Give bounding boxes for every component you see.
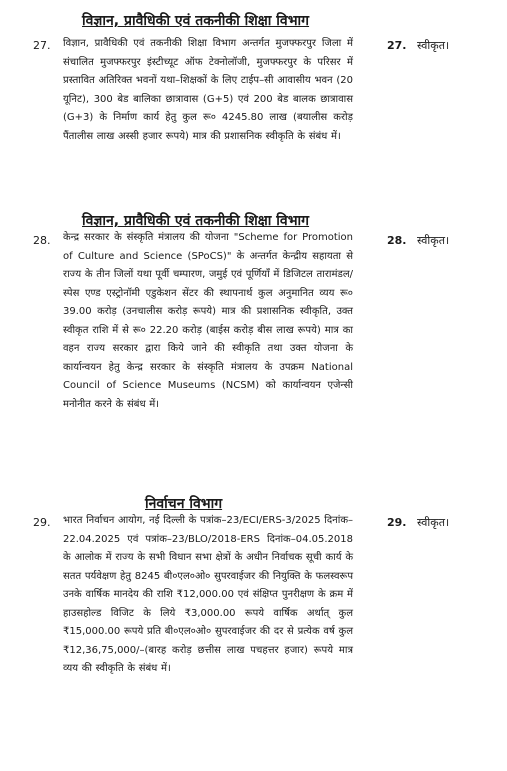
status-text: स्वीकृत। bbox=[417, 516, 450, 529]
item-number: 29. bbox=[33, 516, 51, 529]
status-text: स्वीकृत। bbox=[417, 234, 450, 247]
department-heading: विज्ञान, प्रावैधिकी एवं तकनीकी शिक्षा विभाग bbox=[82, 213, 310, 229]
item-number: 28. bbox=[33, 234, 51, 247]
status-number: 29. bbox=[387, 516, 407, 529]
status-text: स्वीकृत। bbox=[417, 39, 450, 52]
status-number: 28. bbox=[387, 234, 407, 247]
department-heading: विज्ञान, प्रावैधिकी एवं तकनीकी शिक्षा विभाग bbox=[82, 13, 310, 29]
item-description: केन्द्र सरकार के संस्कृति मंत्रालय की योजना "Scheme for Promotion of Culture and Science (SPoCS)" के अन्तर्गत केन्द्रीय सहायता से राज्य के तीन जिलों यथा पूर्वी चम्पारण, जमुई एवं पूर्णियाँ में डिजिटल तारामंडल/स्पेस एण्ड एस्ट्रोनॉमी एडुकेशन सेंटर की स्थापनार्थ कुल अनुमानित व्यय रू० 39.00 करोड़ (उनचालीस करोड़ रूपये) मात्र की प्रशासनिक स्वीकृति, उक्त स्वीकृत राशि में से रू० 22.20 करोड़ (बाईस करोड़ बीस लाख रूपये) मात्र का वहन राज्य सरकार द्वारा किये जाने की स्वीकृति तथा उक्त योजना के कार्यान्वयन हेतु केन्द्र सरकार के संस्कृति मंत्रालय के उपक्रम National Council of Science Museums (NCSM) को कार्यान्वयन एजेन्सी मनोनीत करने के संबंध में। bbox=[63, 232, 353, 410]
item-status bbox=[387, 516, 449, 530]
status-number: 27. bbox=[387, 39, 407, 52]
item-number: 27. bbox=[33, 39, 51, 52]
item-description: भारत निर्वाचन आयोग, नई दिल्ली के पत्रांक–23/ECI/ERS-3/2025 दिनांक–22.04.2025 एवं पत्रांक–23/BLO/2018-ERS दिनांक–04.05.2018 के आलोक में राज्य के सभी विधान सभा क्षेत्रों के अधीन निर्वाचक सूची कार्य के सतत पर्यवेक्षण हेतु 8245 बी०एल०ओ० सुपरवाईजर की नियुक्ति के फलस्वरूप उनके वार्षिक मानदेय की राशि ₹12,000.00 एवं संक्षिप्त पुनरीक्षण के क्रम में हाउसहोल्ड विजिट के लिये ₹3,000.00 रूपये वार्षिक अर्थात् कुल ₹15,000.00 रूपये प्रति बी०एल०ओ० सुपरवाईजर की दर से प्रत्येक वर्ष कुल ₹12,36,75,000/–(बारह करोड़ छत्तीस लाख पचहत्तर हजार) रूपये मात्र व्यय की स्वीकृति के संबंध में। bbox=[63, 515, 353, 674]
item-description: विज्ञान, प्रावैधिकी एवं तकनीकी शिक्षा विभाग अन्तर्गत मुजफ्फरपुर जिला में संचालित मुजफ्फरपुर इंस्टीच्यूट ऑफ टेक्नोलॉजी, मुजफ्फरपुर के परिसर में प्रस्तावित अतिरिक्त भवनों यथा–शिक्षकों के लिए टाईप–सी आवासीय भवन (20 यूनिट), 300 बेड बालिका छात्रावास (G+5) एवं 200 बेड बालक छात्रावास (G+3) के निर्माण कार्य हेतु कुल रू० 4245.80 लाख (बयालीस करोड़ पैंतालीस लाख अस्सी हजार रूपये) मात्र की प्रशासनिक स्वीकृति के संबंध में। bbox=[63, 38, 353, 142]
item-status bbox=[387, 39, 449, 53]
department-heading: निर्वाचन विभाग bbox=[145, 496, 223, 512]
item-status bbox=[387, 234, 449, 248]
